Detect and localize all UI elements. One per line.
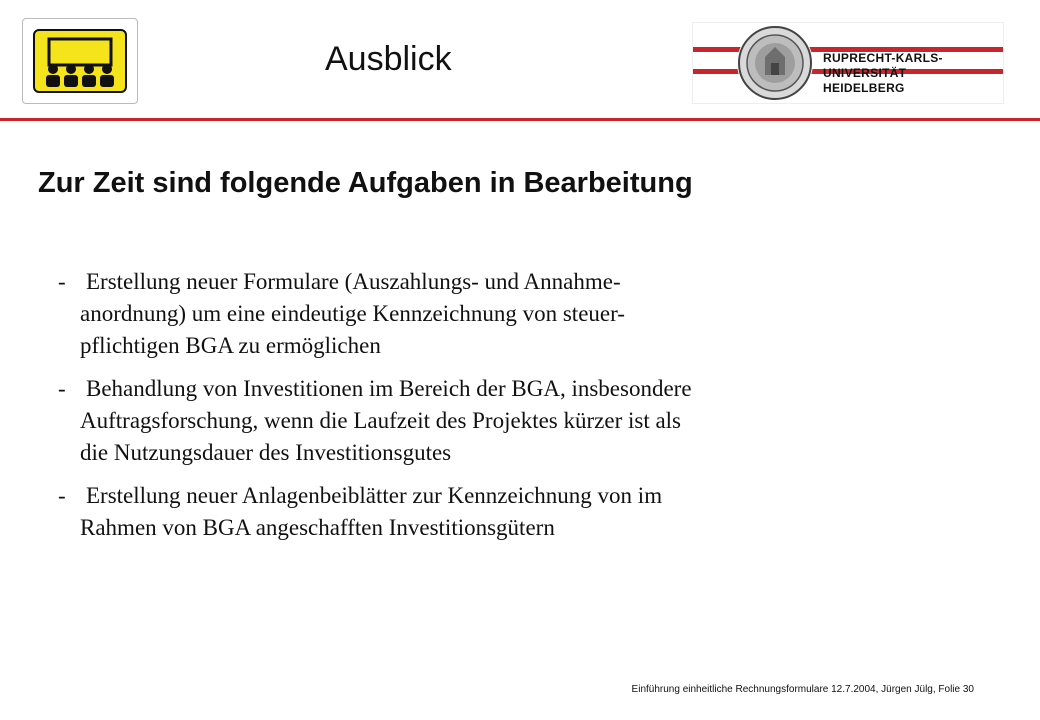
section-heading: Zur Zeit sind folgende Aufgaben in Bearbeitung <box>38 167 693 199</box>
list-item-text: Auftragsforschung, wenn die Laufzeit des Projektes kürzer ist als <box>80 408 682 433</box>
university-logo <box>692 22 1004 104</box>
audience-figures <box>46 64 114 87</box>
audience-graphic <box>35 31 125 91</box>
presentation-logo <box>22 18 138 104</box>
bullet-dash: - <box>58 269 66 294</box>
page-title: Ausblick <box>325 40 452 78</box>
bullet-dash: - <box>58 483 66 508</box>
presentation-audience-icon <box>33 29 127 93</box>
header-divider <box>0 118 1040 121</box>
list-item-line <box>58 480 958 512</box>
list-item-line <box>58 266 958 298</box>
university-name <box>823 51 943 96</box>
list-item <box>58 266 958 362</box>
university-name-line: UNIVERSITÄT <box>823 66 907 80</box>
slide-footer: Einführung einheitliche Rechnungsformulare 12.7.2004, Jürgen Jülg, Folie 30 <box>631 684 974 695</box>
list-item <box>58 480 958 544</box>
list-item-text: Rahmen von BGA angeschafften Investitionsgütern <box>80 515 555 540</box>
list-item <box>58 373 958 469</box>
list-item-text: Erstellung neuer Formulare (Auszahlungs- und Annahme- <box>86 269 621 294</box>
list-item-text: pflichtigen BGA zu ermöglichen <box>80 333 381 358</box>
screen-frame <box>49 39 111 65</box>
university-name-line: HEIDELBERG <box>823 81 905 95</box>
list-item-line <box>58 373 958 405</box>
bullet-dash: - <box>58 376 66 401</box>
list-item-text: Erstellung neuer Anlagenbeiblätter zur Kennzeichnung von im <box>86 483 663 508</box>
university-name-line: RUPRECHT-KARLS- <box>823 51 943 65</box>
list-item-text: anordnung) um eine eindeutige Kennzeichnung von steuer- <box>80 301 625 326</box>
list-item-text: die Nutzungsdauer des Investitionsgutes <box>80 440 452 465</box>
university-seal-icon <box>737 25 813 101</box>
task-list <box>58 266 958 555</box>
list-item-text: Behandlung von Investitionen im Bereich der BGA, insbesondere <box>86 376 692 401</box>
